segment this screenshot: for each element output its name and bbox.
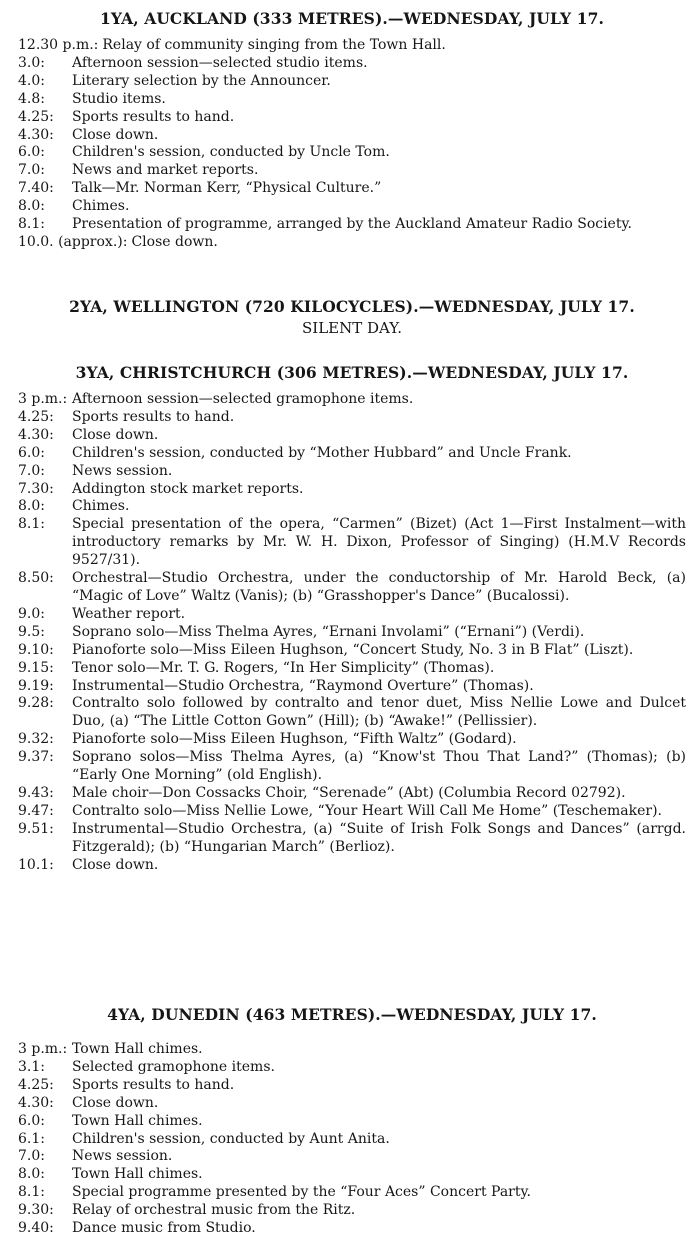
programme-item — [18, 216, 686, 234]
programme-item — [18, 1095, 686, 1113]
programme-item — [18, 606, 686, 624]
programme-time: 7.30: — [18, 480, 54, 497]
programme-time: 7.0: — [18, 462, 45, 479]
programme-list — [18, 391, 686, 874]
programme-description: Sports results to hand. — [72, 1076, 235, 1093]
programme-time: 8.50: — [18, 570, 54, 587]
programme-item — [18, 785, 686, 803]
programme-description: Sports results to hand. — [72, 108, 235, 125]
programme-description: Children's session, conducted by Aunt Anita. — [72, 1130, 390, 1147]
programme-item — [18, 1202, 686, 1220]
programme-time: 4.0: — [18, 72, 45, 89]
programme-time: 9.32: — [18, 731, 54, 748]
programme-description: Special presentation of the opera, “Carmen” (Bizet) (Act 1—First Instalment—with introductory remarks by Mr. W. H. Dixon, Professor of Singing) (H.M.V Records 9527/31). — [72, 516, 686, 569]
programme-item — [18, 516, 686, 570]
programme-time: 4.30: — [18, 126, 54, 143]
programme-item — [18, 55, 686, 73]
programme-list — [18, 37, 686, 252]
programme-description: Town Hall chimes. — [72, 1112, 203, 1129]
programme-item — [18, 570, 686, 606]
programme-description: Literary selection by the Announcer. — [72, 72, 331, 89]
programme-time: 10.0. (approx.): — [18, 233, 128, 250]
programme-time: 4.30: — [18, 426, 54, 443]
programme-description: Children's session, conducted by “Mother Hubbard” and Uncle Frank. — [72, 444, 572, 461]
programme-time: 4.8: — [18, 90, 45, 107]
programme-item — [18, 1131, 686, 1149]
programme-description: Male choir—Don Cossacks Choir, “Serenade” (Abt) (Columbia Record 02792). — [72, 784, 626, 801]
silent-day-note: SILENT DAY. — [302, 319, 402, 337]
programme-item — [18, 498, 686, 516]
programme-item — [18, 180, 686, 198]
programme-description: Close down. — [131, 233, 218, 250]
programme-time: 6.0: — [18, 444, 45, 461]
programme-time: 8.1: — [18, 216, 45, 233]
programme-item — [18, 198, 686, 216]
programme-time: 9.0: — [18, 605, 45, 622]
programme-description: Town Hall chimes. — [72, 1166, 203, 1183]
programme-time: 4.25: — [18, 108, 54, 125]
programme-description: Weather report. — [72, 605, 186, 622]
programme-item — [18, 427, 686, 445]
station-1ya — [18, 8, 686, 252]
programme-description: Special programme presented by the “Four Aces” Concert Party. — [72, 1184, 531, 1201]
programme-item — [18, 624, 686, 642]
programme-description: Pianoforte solo—Miss Eileen Hughson, “Concert Study, No. 3 in B Flat” (Liszt). — [72, 641, 634, 658]
programme-time: 9.30: — [18, 1202, 54, 1219]
programme-time: 6.1: — [18, 1130, 45, 1147]
programme-description: News session. — [72, 1148, 173, 1165]
programme-time: 9.40: — [18, 1220, 54, 1237]
programme-description: Afternoon session—selected gramophone items. — [72, 391, 414, 407]
programme-time: 9.5: — [18, 623, 45, 640]
programme-item — [18, 1148, 686, 1166]
programme-description: Tenor solo—Mr. T. G. Rogers, “In Her Simplicity” (Thomas). — [72, 659, 495, 676]
station-heading: 4YA, DUNEDIN (463 METRES).—WEDNESDAY, JULY 17. — [107, 1005, 597, 1024]
programme-list — [18, 1041, 686, 1238]
programme-time: 9.37: — [18, 749, 54, 766]
programme-item — [18, 1113, 686, 1131]
programme-time: 6.0: — [18, 144, 45, 161]
programme-time: 8.0: — [18, 498, 45, 515]
station-heading: 2YA, WELLINGTON (720 KILOCYCLES).—WEDNESDAY, JULY 17. — [69, 297, 635, 316]
programme-time: 7.40: — [18, 180, 54, 197]
station-heading: 1YA, AUCKLAND (333 METRES).—WEDNESDAY, JULY 17. — [100, 9, 604, 28]
programme-description: Chimes. — [72, 198, 130, 215]
programme-description: Presentation of programme, arranged by the Auckland Amateur Radio Society. — [72, 216, 632, 233]
programme-time: 4.30: — [18, 1094, 54, 1111]
programme-time: 12.30 p.m.: — [18, 37, 99, 53]
programme-item — [18, 73, 686, 91]
programme-time: 8.0: — [18, 198, 45, 215]
programme-item — [18, 1184, 686, 1202]
programme-time: 9.51: — [18, 820, 54, 837]
programme-description: News and market reports. — [72, 162, 259, 179]
programme-item — [18, 821, 686, 857]
programme-item — [18, 127, 686, 145]
programme-item — [18, 409, 686, 427]
programme-item — [18, 109, 686, 127]
programme-item — [18, 144, 686, 162]
programme-description: Close down. — [72, 1094, 159, 1111]
programme-time: 9.47: — [18, 802, 54, 819]
programme-description: Studio items. — [72, 90, 166, 107]
programme-time: 8.1: — [18, 1184, 45, 1201]
programme-time: 9.15: — [18, 659, 54, 676]
station-3ya — [18, 362, 686, 874]
programme-time: 3.1: — [18, 1058, 45, 1075]
programme-item — [18, 678, 686, 696]
programme-item — [18, 37, 686, 55]
programme-time: 7.0: — [18, 162, 45, 179]
programme-item — [18, 642, 686, 660]
programme-item — [18, 1059, 686, 1077]
programme-time: 6.0: — [18, 1112, 45, 1129]
programme-item — [18, 162, 686, 180]
programme-time: 10.1: — [18, 856, 54, 873]
programme-description: Instrumental—Studio Orchestra, (a) “Suite of Irish Folk Songs and Dances” (arrgd. Fitzgerald); (b) “Hungarian March” (Berlioz). — [72, 820, 686, 855]
programme-time: 4.25: — [18, 1076, 54, 1093]
station-4ya — [18, 1004, 686, 1238]
programme-description: Talk—Mr. Norman Kerr, “Physical Culture.” — [72, 180, 382, 197]
programme-time: 3 p.m.: — [18, 1041, 68, 1057]
programme-item — [18, 481, 686, 499]
programme-item — [18, 1166, 686, 1184]
programme-description: Dance music from Studio. — [72, 1220, 256, 1237]
programme-description: Selected gramophone items. — [72, 1058, 275, 1075]
programme-time: 8.1: — [18, 516, 45, 533]
programme-description: Contralto solo—Miss Nellie Lowe, “Your Heart Will Call Me Home” (Teschemaker). — [72, 802, 663, 819]
programme-item — [18, 731, 686, 749]
programme-description: News session. — [72, 462, 173, 479]
programme-item — [18, 1220, 686, 1238]
programme-item — [18, 1077, 686, 1095]
programme-description: Addington stock market reports. — [72, 480, 304, 497]
programme-time: 4.25: — [18, 408, 54, 425]
programme-description: Contralto solo followed by contralto and tenor duet, Miss Nellie Lowe and Dulcet Duo, (a) “The Little Cotton Gown” (Hill); (b) “Awake!” (Pellissier). — [72, 695, 686, 730]
programme-description: Sports results to hand. — [72, 408, 235, 425]
station-heading: 3YA, CHRISTCHURCH (306 METRES).—WEDNESDAY, JULY 17. — [75, 363, 629, 382]
programme-description: Relay of orchestral music from the Ritz. — [72, 1202, 356, 1219]
programme-time: 3 p.m.: — [18, 391, 68, 407]
programme-item — [18, 803, 686, 821]
programme-description: Soprano solo—Miss Thelma Ayres, “Ernani Involami” (“Ernani”) (Verdi). — [72, 623, 585, 640]
programme-time: 9.10: — [18, 641, 54, 658]
programme-description: Pianoforte solo—Miss Eileen Hughson, “Fifth Waltz” (Godard). — [72, 731, 517, 748]
programme-description: Town Hall chimes. — [72, 1041, 203, 1057]
programme-time: 9.43: — [18, 784, 54, 801]
programme-description: Chimes. — [72, 498, 130, 515]
programme-description: Close down. — [72, 856, 159, 873]
station-2ya — [18, 296, 686, 338]
programme-time: 9.28: — [18, 695, 54, 712]
programme-item — [18, 234, 686, 252]
programme-time: 3.0: — [18, 54, 45, 71]
programme-description: Orchestral—Studio Orchestra, under the conductorship of Mr. Harold Beck, (a) “Magic of Love” Waltz (Vanis); (b) “Grasshopper's Dance” (Bucalossi). — [72, 570, 686, 604]
programme-description: Soprano solos—Miss Thelma Ayres, (a) “Know'st Thou That Land?” (Thomas); (b) “Early One Morning” (old English). — [72, 749, 686, 784]
programme-description: Afternoon session—selected studio items. — [72, 54, 368, 71]
programme-description: Close down. — [72, 426, 159, 443]
programme-item — [18, 91, 686, 109]
programme-time: 7.0: — [18, 1148, 45, 1165]
programme-item — [18, 695, 686, 731]
programme-item — [18, 749, 686, 785]
programme-time: 8.0: — [18, 1166, 45, 1183]
programme-description: Instrumental—Studio Orchestra, “Raymond Overture” (Thomas). — [72, 677, 534, 694]
programme-item — [18, 660, 686, 678]
programme-item — [18, 445, 686, 463]
programme-description: Children's session, conducted by Uncle Tom. — [72, 144, 390, 161]
programme-item — [18, 391, 686, 409]
programme-item — [18, 1041, 686, 1059]
programme-description: Close down. — [72, 126, 159, 143]
programme-description: Relay of community singing from the Town Hall. — [102, 37, 446, 53]
programme-item — [18, 857, 686, 875]
programme-item — [18, 463, 686, 481]
programme-time: 9.19: — [18, 677, 54, 694]
